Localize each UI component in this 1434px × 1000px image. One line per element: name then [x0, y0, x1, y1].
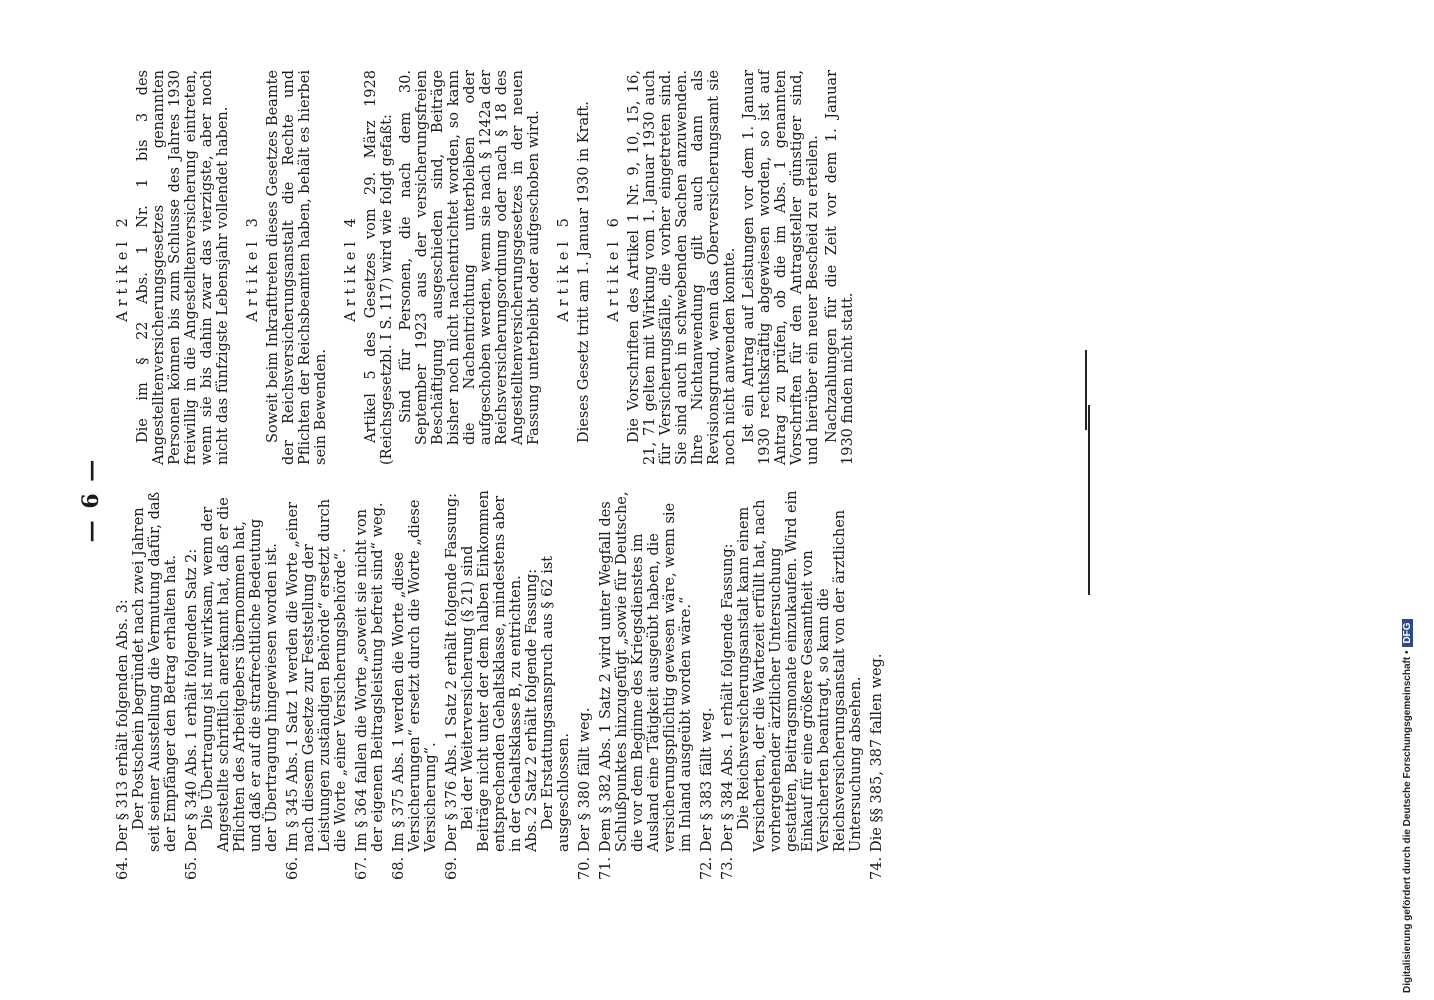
item-text: Der Postschein begründet nach zwei Jahren seit seiner Ausstellung die Vermutung dafür, daß der Empfänger den Betrag erhalten hat.: [131, 491, 179, 852]
item-number: 71.: [598, 856, 614, 880]
item-text: Der § 376 Abs. 1 Satz 2 erhält folgende Fassung:: [444, 492, 460, 852]
list-item: [598, 490, 694, 880]
list-item: [391, 490, 439, 880]
item-text: Der § 313 erhält folgenden Abs. 3:: [115, 599, 131, 852]
article-text: Nachzahlungen für die Zeit vor dem 1. Januar 1930 finden nicht statt.: [824, 70, 856, 465]
item-text: Bei der Weiterversicherung (§ 21) sind Beiträge nicht unter der dem halben Einkommen entsprechenden Gehaltsklasse, mindestens aber in der Gehaltsklasse B, zu entrichten.: [460, 490, 524, 852]
item-text: Der Erstattungsanspruch aus § 62 ist ausgeschlossen.: [540, 555, 572, 852]
page-number: — 6 —: [78, 457, 104, 543]
item-number: 74.: [869, 856, 885, 880]
article-text: Artikel 5 des Gesetzes vom 29. März 1928 (Reichsgesetzbl. I S. 117) wird wie folgt gefaßt:: [363, 70, 395, 465]
item-number: 69.: [444, 856, 460, 880]
dfg-logo: DFG: [1402, 619, 1413, 646]
article-quote: Sind für Personen, die nach dem 30. September 1923 aus der versicherungsfreien Beschäftigung ausgeschieden sind, Beiträge bisher noch nicht nachentrichtet worden, so kann die Nachentrichtung unterbleiben oder aufgeschoben werden, wenn sie nach § 1242a der Reichsversicherungsordnung oder nach § 18 des Angestelltenversicherungsgesetzes in der neuen Fassung unterbleibt oder aufgeschoben wird.: [398, 70, 542, 445]
article-heading: Artikel 6: [606, 213, 622, 322]
end-rule: [1088, 405, 1090, 595]
item-number: 64.: [115, 856, 131, 880]
item-text: Im § 375 Abs. 1 werden die Worte „diese Versicherungen“ ersetzt durch die Worte „diese Versicherung“.: [391, 499, 439, 852]
article-heading: Artikel 5: [556, 213, 572, 322]
item-text: Die Übertragung ist nur wirksam, wenn der Angestellte schriftlich anerkannt hat, daß er die Pflichten des Arbeitgebers übernommen hat, und daß er auf die strafrechtliche Bedeutung der Übertragung hingewiesen worden ist.: [200, 497, 280, 852]
list-item: [285, 490, 349, 880]
list-item: [577, 490, 593, 880]
article-text: Die im § 22 Abs. 1 Nr. 1 bis 3 des Angestelltenversicherungsgesetzes genannten Personen können bis zum Schlusse des Jahres 1930 freiwillig in die Angestelltenversicherung eintreten, wenn sie bis dahin zwar das vierzigste, aber noch nicht das fünfzigste Lebensjahr vollendet haben.: [135, 70, 231, 465]
article-text: Soweit beim Inkrafttreten dieses Gesetzes Beamte der Reichsversicherungsanstalt die Rechte und Pflichten der Reichsbeamten haben, behält es hierbei sein Bewenden.: [265, 70, 329, 465]
digitization-credit: [1402, 8, 1413, 993]
list-item: [699, 490, 715, 880]
item-text: Die §§ 385, 387 fallen weg.: [869, 653, 885, 852]
item-number: 65.: [184, 856, 200, 880]
item-text: Der § 340 Abs. 1 erhält folgenden Satz 2:: [184, 548, 200, 852]
list-item: [720, 490, 864, 880]
item-text: Der § 384 Abs. 1 erhält folgende Fassung:: [720, 543, 736, 852]
item-number: 67.: [354, 856, 370, 880]
item-text: Der § 383 fällt weg.: [699, 707, 715, 852]
item-text: Im § 364 fallen die Worte „soweit sie nicht von der eigenen Beitragsleistung befreit sind“ weg.: [354, 502, 386, 852]
list-item: [184, 490, 280, 880]
left-column: [115, 490, 890, 880]
item-text: Die Reichsversicherungsanstalt kann einem Versicherten, der die Wartezeit erfüllt hat, nach vorhergehender ärztlicher Untersuchung gestatten, Beitragsmonate einzukaufen. Wird ein Einkauf für eine größere Gesamtheit von Versicherten beantragt, so kann die Reichsversicherungsanstalt von der ärztlichen Untersuchung absehen.: [736, 490, 864, 852]
article-text: Dieses Gesetz tritt am 1. Januar 1930 in Kraft.: [576, 101, 592, 443]
article-heading: Artikel 2: [115, 213, 131, 322]
list-item: [444, 490, 572, 880]
article-text: Die Vorschriften des Artikel 1 Nr. 9, 10, 15, 16, 21, 71 gelten mit Wirkung vom 1. Januar 1930 auch für Versicherungsfälle, die vorher eingetreten sind. Sie sind auch in schwebenden Sachen anzuwenden. Ihre Nichtanwendung gilt auch dann als Revisionsgrund, wenn das Oberversicherungsamt sie noch nicht anwenden konnte.: [626, 70, 738, 465]
item-number: 72.: [699, 856, 715, 880]
list-item: [354, 490, 386, 880]
item-text: Der § 380 fällt weg.: [577, 707, 593, 852]
item-number: 66.: [285, 856, 301, 880]
item-text: Im § 345 Abs. 1 Satz 1 werden die Worte „einer nach diesem Gesetze zur Feststellung der Leistungen zuständigen Behörde“ ersetzt durch die Worte „einer Versicherungsbehörde“.: [285, 498, 349, 852]
list-item: [869, 490, 885, 880]
credit-text: Digitalisierung gefördert durch die Deutsche Forschungsgemeinschaft •: [1402, 650, 1413, 993]
article-text: Ist ein Antrag auf Leistungen vor dem 1. Januar 1930 rechtskräftig abgewiesen worden, so ist auf Antrag zu prüfen, ob die im Abs. 1 genannten Vorschriften für den Antragsteller günstiger sind, und hierüber ein neuer Bescheid zu erteilen.: [741, 70, 821, 465]
article-heading: Artikel 4: [343, 213, 359, 322]
right-column: [115, 70, 859, 465]
item-number: 73.: [720, 856, 736, 880]
end-rule: [1085, 350, 1087, 430]
article-heading: Artikel 3: [245, 213, 261, 322]
item-text: Dem § 382 Abs. 1 Satz 2 wird unter Wegfall des Schlußpunktes hinzugefügt „sowie für Deutsche, die vor dem Beginne des Kriegsdienstes im Ausland eine Tätigkeit ausgeübt haben, die versicherungspflichtig gewesen wäre, wenn sie im Inland ausgeübt worden wäre.“: [598, 491, 694, 852]
list-item: [115, 490, 179, 880]
item-number: 70.: [577, 856, 593, 880]
item-number: 68.: [391, 856, 407, 880]
item-text: Abs. 2 Satz 2 erhält folgende Fassung:: [524, 568, 540, 852]
